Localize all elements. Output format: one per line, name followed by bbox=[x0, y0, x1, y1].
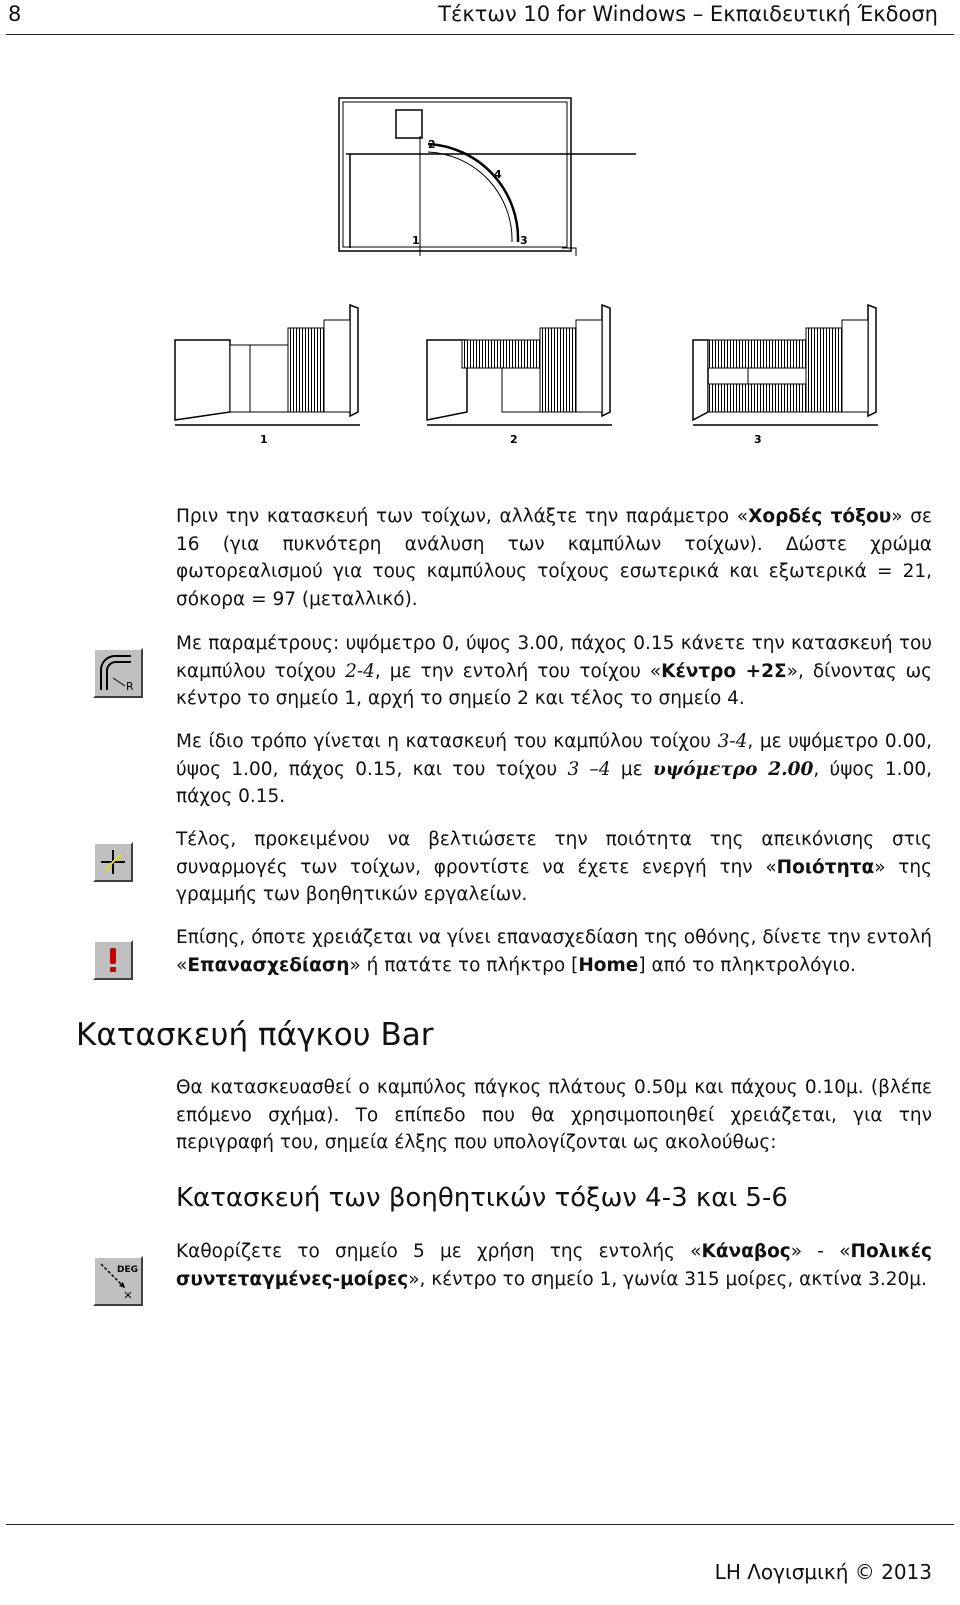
command-name: Επανασχεδίαση bbox=[187, 954, 350, 976]
text: Επίσης, όποτε χρειάζεται να γίνει επανασχεδίαση της οθόνης, δίνετε την εντολή « bbox=[176, 927, 932, 976]
page-number: 8 bbox=[8, 2, 22, 26]
text: , με υψόμετρο 0.00, ύψος 1.00, πάχος 0.15, και του τοίχου bbox=[176, 731, 932, 780]
wall-center-2p-icon[interactable] bbox=[93, 648, 143, 698]
text: » σε 16 (για πυκνότερη ανάλυση των καμπύλων τοίχων). Δώστε χρώμα φωτορεαλισμού για τους καμπύλους τοίχους εσωτερικά και εξωτερικά = 21, σόκορα = 97 (μεταλλικό). bbox=[176, 506, 932, 610]
paragraph-bar-counter: Θα κατασκευασθεί ο καμπύλος πάγκος πλάτους 0.50μ και πάχους 0.10μ. (βλέπε επόμενο σχήμα). Το επίπεδο που θα χρησιμοποιηθεί χρειάζεται, για την περιγραφή του, σημεία έλξης που υπολογίζονται ως ακολούθως: bbox=[176, 1077, 932, 1153]
paragraph-wall-2-4 bbox=[176, 630, 932, 713]
subsection-heading: Κατασκευή των βοηθητικών τόξων 4-3 και 5-6 bbox=[176, 1183, 788, 1213]
paragraph-point-5 bbox=[176, 1238, 932, 1293]
running-title: Τέκτων 10 for Windows – Εκπαιδευτική Έκδοση bbox=[438, 2, 938, 26]
year: 2013 bbox=[881, 1560, 932, 1584]
plan-figure bbox=[336, 96, 636, 256]
point-label: 2 bbox=[428, 138, 436, 151]
key-name: Home bbox=[578, 954, 639, 976]
command-name: Πολικές συντεταγμένες-μοίρες bbox=[176, 1241, 932, 1290]
text: », κέντρο το σημείο 1, γωνία 315 μοίρες, ακτίνα 3.20μ. bbox=[408, 1268, 927, 1290]
view-label: 1 bbox=[260, 433, 268, 446]
view-label: 2 bbox=[510, 433, 518, 446]
paragraph-redraw bbox=[176, 924, 932, 979]
view-label: 3 bbox=[754, 433, 762, 446]
elevation-ref: υψόμετρο 2.00 bbox=[652, 758, 814, 780]
text: » - « bbox=[790, 1241, 851, 1262]
text: Τέλος, προκειμένου να βελτιώσετε την ποιότητα της απεικόνισης στις συναρμογές των τοίχων, φροντίστε να έχετε ενεργή την « bbox=[176, 829, 932, 878]
company-name: LH Λογισμική bbox=[714, 1560, 849, 1584]
text: Με ίδιο τρόπο γίνεται η κατασκευή του καμπύλου τοίχου bbox=[176, 731, 718, 752]
text: Καθορίζετε το σημείο 5 με χρήση της εντολής « bbox=[176, 1241, 702, 1262]
paragraph-wall-3-4 bbox=[176, 728, 932, 811]
paragraph-quality bbox=[176, 826, 932, 909]
wall-ref: 3 –4 bbox=[567, 758, 611, 780]
command-name: Κέντρο +2Σ bbox=[661, 660, 787, 682]
section-heading: Κατασκευή πάγκου Bar bbox=[76, 1017, 434, 1053]
text: με bbox=[610, 758, 653, 780]
footer-rule bbox=[6, 1524, 954, 1525]
quality-icon[interactable] bbox=[93, 842, 133, 882]
header-rule bbox=[6, 34, 954, 35]
point-label: 1 bbox=[412, 234, 420, 247]
text: Πριν την κατασκευή των τοίχων, αλλάξτε την παράμετρο « bbox=[176, 506, 749, 527]
text: » της γραμμής των βοηθητικών εργαλείων. bbox=[176, 856, 932, 905]
point-label: 4 bbox=[494, 168, 502, 181]
param-name: Χορδές τόξου bbox=[748, 506, 892, 527]
view-2 bbox=[427, 305, 612, 446]
text: Με παραμέτρους: υψόμετρο 0, ύψος 3.00, πάχος 0.15 κάνετε την κατασκευή του καμπύλου τοίχου bbox=[176, 633, 932, 682]
wall-ref: 2-4 bbox=[345, 660, 375, 682]
text: , με την εντολή του τοίχου « bbox=[374, 660, 662, 682]
view-1 bbox=[175, 305, 360, 446]
text: ] από το πληκτρολόγιο. bbox=[638, 954, 856, 976]
redraw-icon[interactable] bbox=[93, 940, 133, 980]
text: , ύψος 1.00, πάχος 0.15. bbox=[176, 758, 932, 807]
polar-deg-icon[interactable] bbox=[93, 1256, 143, 1306]
svg-text:DEG: DEG bbox=[117, 1265, 139, 1275]
svg-text:R: R bbox=[126, 680, 134, 693]
text: » ή πατάτε το πλήκτρο [ bbox=[349, 954, 579, 976]
wall-ref: 3-4 bbox=[717, 731, 748, 752]
point-label: 3 bbox=[520, 234, 528, 247]
views-figure bbox=[170, 300, 890, 450]
view-3 bbox=[693, 305, 878, 446]
copyright-symbol: © bbox=[854, 1560, 875, 1584]
command-name: Κάναβος bbox=[701, 1241, 791, 1262]
command-name: Ποιότητα bbox=[776, 856, 875, 878]
text: », δίνοντας ως κέντρο το σημείο 1, αρχή το σημείο 2 και τέλος το σημείο 4. bbox=[176, 660, 932, 709]
page-footer bbox=[715, 1560, 932, 1584]
paragraph-arc-chords bbox=[176, 503, 932, 613]
